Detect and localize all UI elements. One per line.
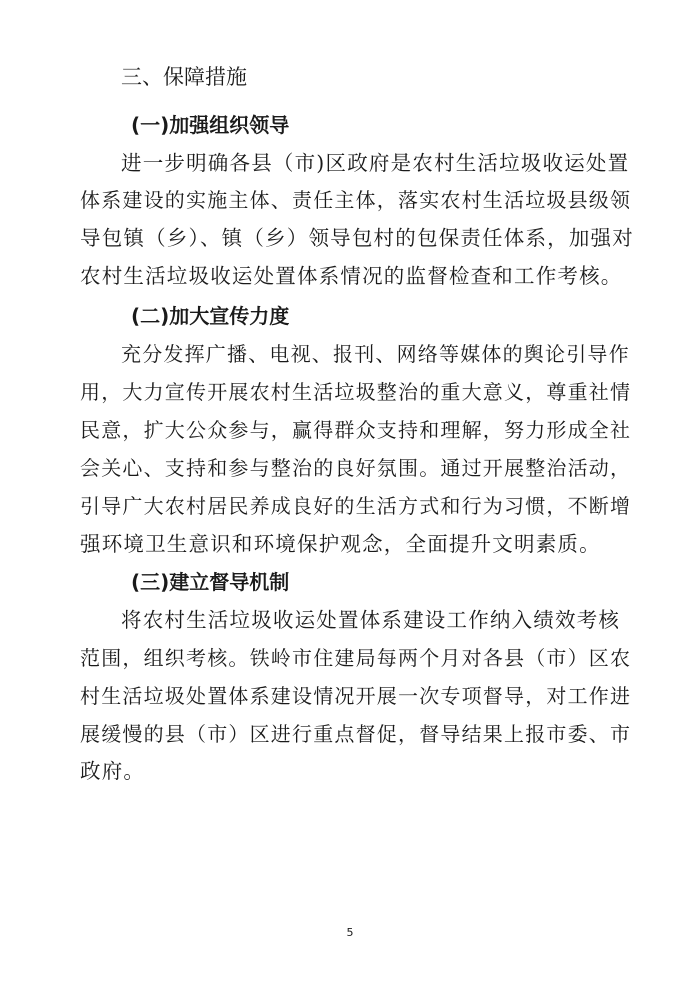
- paragraph-line: 导包镇（乡）、镇（乡）领导包村的包保责任体系，加强对: [80, 226, 634, 250]
- subsection-heading-2: (二)加大宣传力度: [131, 304, 290, 328]
- paragraph-line: 民意，扩大公众参与，赢得群众支持和理解，努力形成全社: [80, 418, 632, 442]
- paragraph-line: 村生活垃圾处置体系建设情况开展一次专项督导，对工作进: [80, 684, 632, 708]
- paragraph-line: 农村生活垃圾收运处置体系情况的监督检查和工作考核。: [80, 264, 623, 288]
- paragraph-line: 体系建设的实施主体、责任主体，落实农村生活垃圾县级领: [80, 188, 632, 212]
- paragraph-line: 引导广大农村居民养成良好的生活方式和行为习惯，不断增: [80, 494, 632, 518]
- paragraph-line: 充分发挥广播、电视、报刊、网络等媒体的舆论引导作: [121, 342, 630, 366]
- page-number: 5: [346, 926, 354, 939]
- subsection-heading-3: (三)建立督导机制: [131, 570, 290, 594]
- paragraph-line: 范围，组织考核。铁岭市住建局每两个月对各县（市）区农: [80, 646, 632, 670]
- paragraph-line: 进一步明确各县（市)区政府是农村生活垃圾收运处置: [121, 151, 630, 175]
- paragraph-line: 展缓慢的县（市）区进行重点督促，督导结果上报市委、市: [80, 722, 632, 746]
- paragraph-line: 用，大力宣传开展农村生活垃圾整治的重大意义，尊重社情: [80, 380, 632, 404]
- subsection-heading-1: (一)加强组织领导: [131, 113, 290, 137]
- section-heading: 三、保障措施: [121, 65, 247, 89]
- paragraph-line: 将农村生活垃圾收运处置体系建设工作纳入绩效考核: [121, 608, 621, 632]
- paragraph-line: 政府。: [80, 759, 146, 783]
- paragraph-line: 会关心、支持和参与整治的良好氛围。通过开展整治活动，: [80, 456, 632, 480]
- paragraph-line: 强环境卫生意识和环境保护观念，全面提升文明素质。: [80, 532, 601, 556]
